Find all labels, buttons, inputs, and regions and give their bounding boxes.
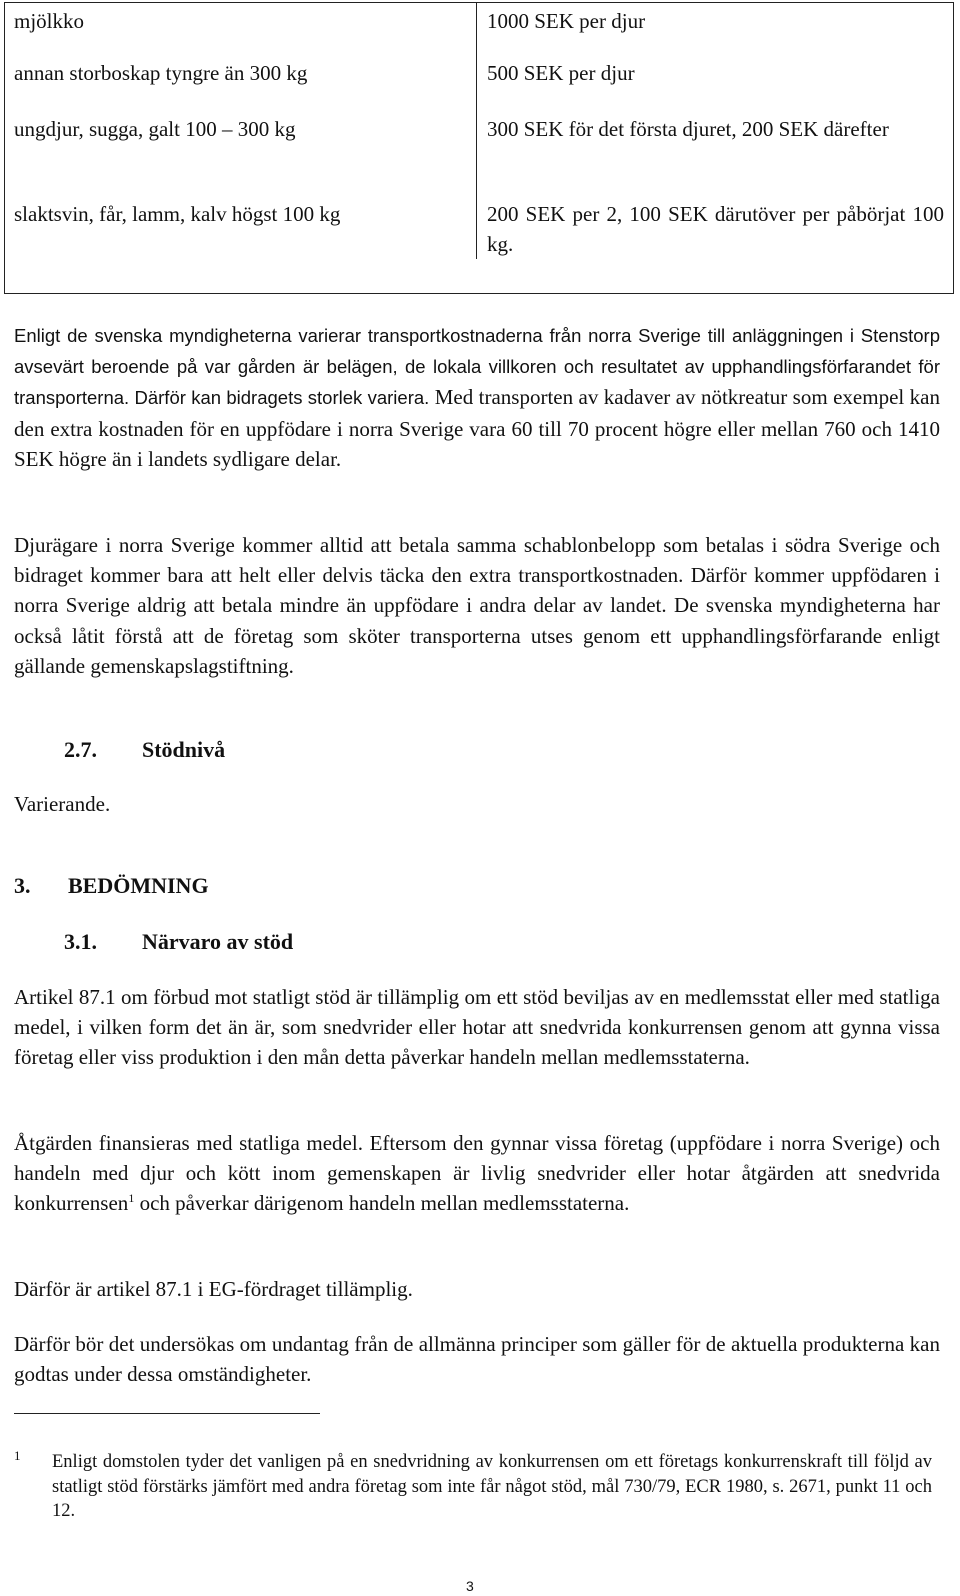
section-number: 3.1. (64, 929, 97, 954)
paragraph-text: Med transporten av kadaver av nötkreatur som exempel kan den extra kostnaden för en uppfödare i norra Sverige vara 60 till 70 procent högre eller mellan 760 och 1410 SEK högre än i landets sydligare delar. (14, 385, 940, 471)
section-heading-2-7 (64, 737, 225, 763)
table-cell-category: mjölkko (4, 2, 477, 58)
section-number: 3. (14, 873, 31, 898)
section-number: 2.7. (64, 737, 97, 762)
section-title: Närvaro av stöd (142, 929, 294, 954)
table-cell-amount: 300 SEK för det första djuret, 200 SEK därefter (487, 117, 889, 141)
rate-table (4, 2, 954, 259)
paragraph-article-87: Artikel 87.1 om förbud mot statligt stöd är tillämplig om ett stöd beviljas av en medlemsstat eller med statliga medel, i vilken form det än är, som snedvrider eller hotar att snedvrida konkurrensen genom att gynna vissa företag eller viss produktion i den mån detta påverkar handeln mellan medlemsstaterna. (14, 985, 940, 1070)
footnote-text: Enligt domstolen tyder det vanligen på en snedvridning av konkurrensen om ett företags konkurrenskraft till följd av statligt stöd förstärks jämfört med andra företag som inte får något stöd, mål 730/79, ECR 1980, s. 2671, punkt 11 och 12. (52, 1452, 932, 1521)
section-heading-3 (14, 873, 209, 899)
page-number: 3 (466, 1578, 474, 1594)
footnote-divider (14, 1413, 320, 1414)
table-row (4, 199, 954, 259)
support-level-text: Varierande. (14, 792, 111, 816)
table-cell-category: annan storboskap tyngre än 300 kg (4, 58, 477, 114)
paragraph-state-funding (14, 1128, 940, 1219)
section-heading-3-1 (64, 929, 293, 955)
paragraph-transport-costs (14, 320, 940, 474)
table-row (4, 114, 954, 199)
paragraph-text: Åtgärden finansieras med statliga medel. Eftersom den gynnar vissa företag (uppfödare i norra Sverige) och handeln med djur och kött inom gemenskapen är livlig snedvrider eller hotar åtgärden att snedvrida konkurrensen (14, 1131, 940, 1216)
table-cell-amount: 200 SEK per 2, 100 SEK därutöver per påbörjat 100 kg. (487, 202, 944, 256)
footnote-number: 1 (14, 1448, 21, 1463)
table-row (4, 58, 954, 114)
table-cell-category: ungdjur, sugga, galt 100 – 300 kg (4, 114, 477, 199)
table-cell-category: slaktsvin, får, lamm, kalv högst 100 kg (4, 199, 477, 259)
paragraph-applicable: Därför är artikel 87.1 i EG-fördraget tillämplig. (14, 1277, 413, 1301)
paragraph-livestock-owners: Djurägare i norra Sverige kommer alltid att betala samma schablonbelopp som betalas i södra Sverige och bidraget kommer bara att helt eller delvis täcka den extra transportkostnaden. Därför kommer uppfödaren i norra Sverige aldrig att betala mindre än uppfödare i andra delar av landet. De svenska myndigheterna har också låtit förstå att de företag som sköter transporterna utses genom ett upphandlingsförfarande enligt gällande gemenskapslagstiftning. (14, 533, 940, 678)
paragraph-exemption: Därför bör det undersökas om undantag från de allmänna principer som gäller för de aktuella produkterna kan godtas under dessa omständigheter. (14, 1332, 940, 1387)
footnote-reference[interactable]: 1 (128, 1191, 135, 1206)
table-cell-amount: 500 SEK per djur (487, 61, 635, 85)
paragraph-text: Enligt de svenska myndigheterna varierar transportkostnaderna från norra Sverige till anläggningen i Stenstorp avsevärt beroende på var gården är belägen, de lokala villkoren och resultatet av upphandlingsförfarandet för transporterna. Därför kan bidragets storlek variera. (14, 325, 940, 409)
table-cell-amount: 1000 SEK per djur (487, 9, 646, 33)
section-title: Stödnivå (142, 737, 226, 762)
table-row (4, 2, 954, 58)
paragraph-text: och påverkar därigenom handeln mellan medlemsstaterna. (134, 1191, 630, 1216)
section-title: BEDÖMNING (68, 873, 209, 898)
